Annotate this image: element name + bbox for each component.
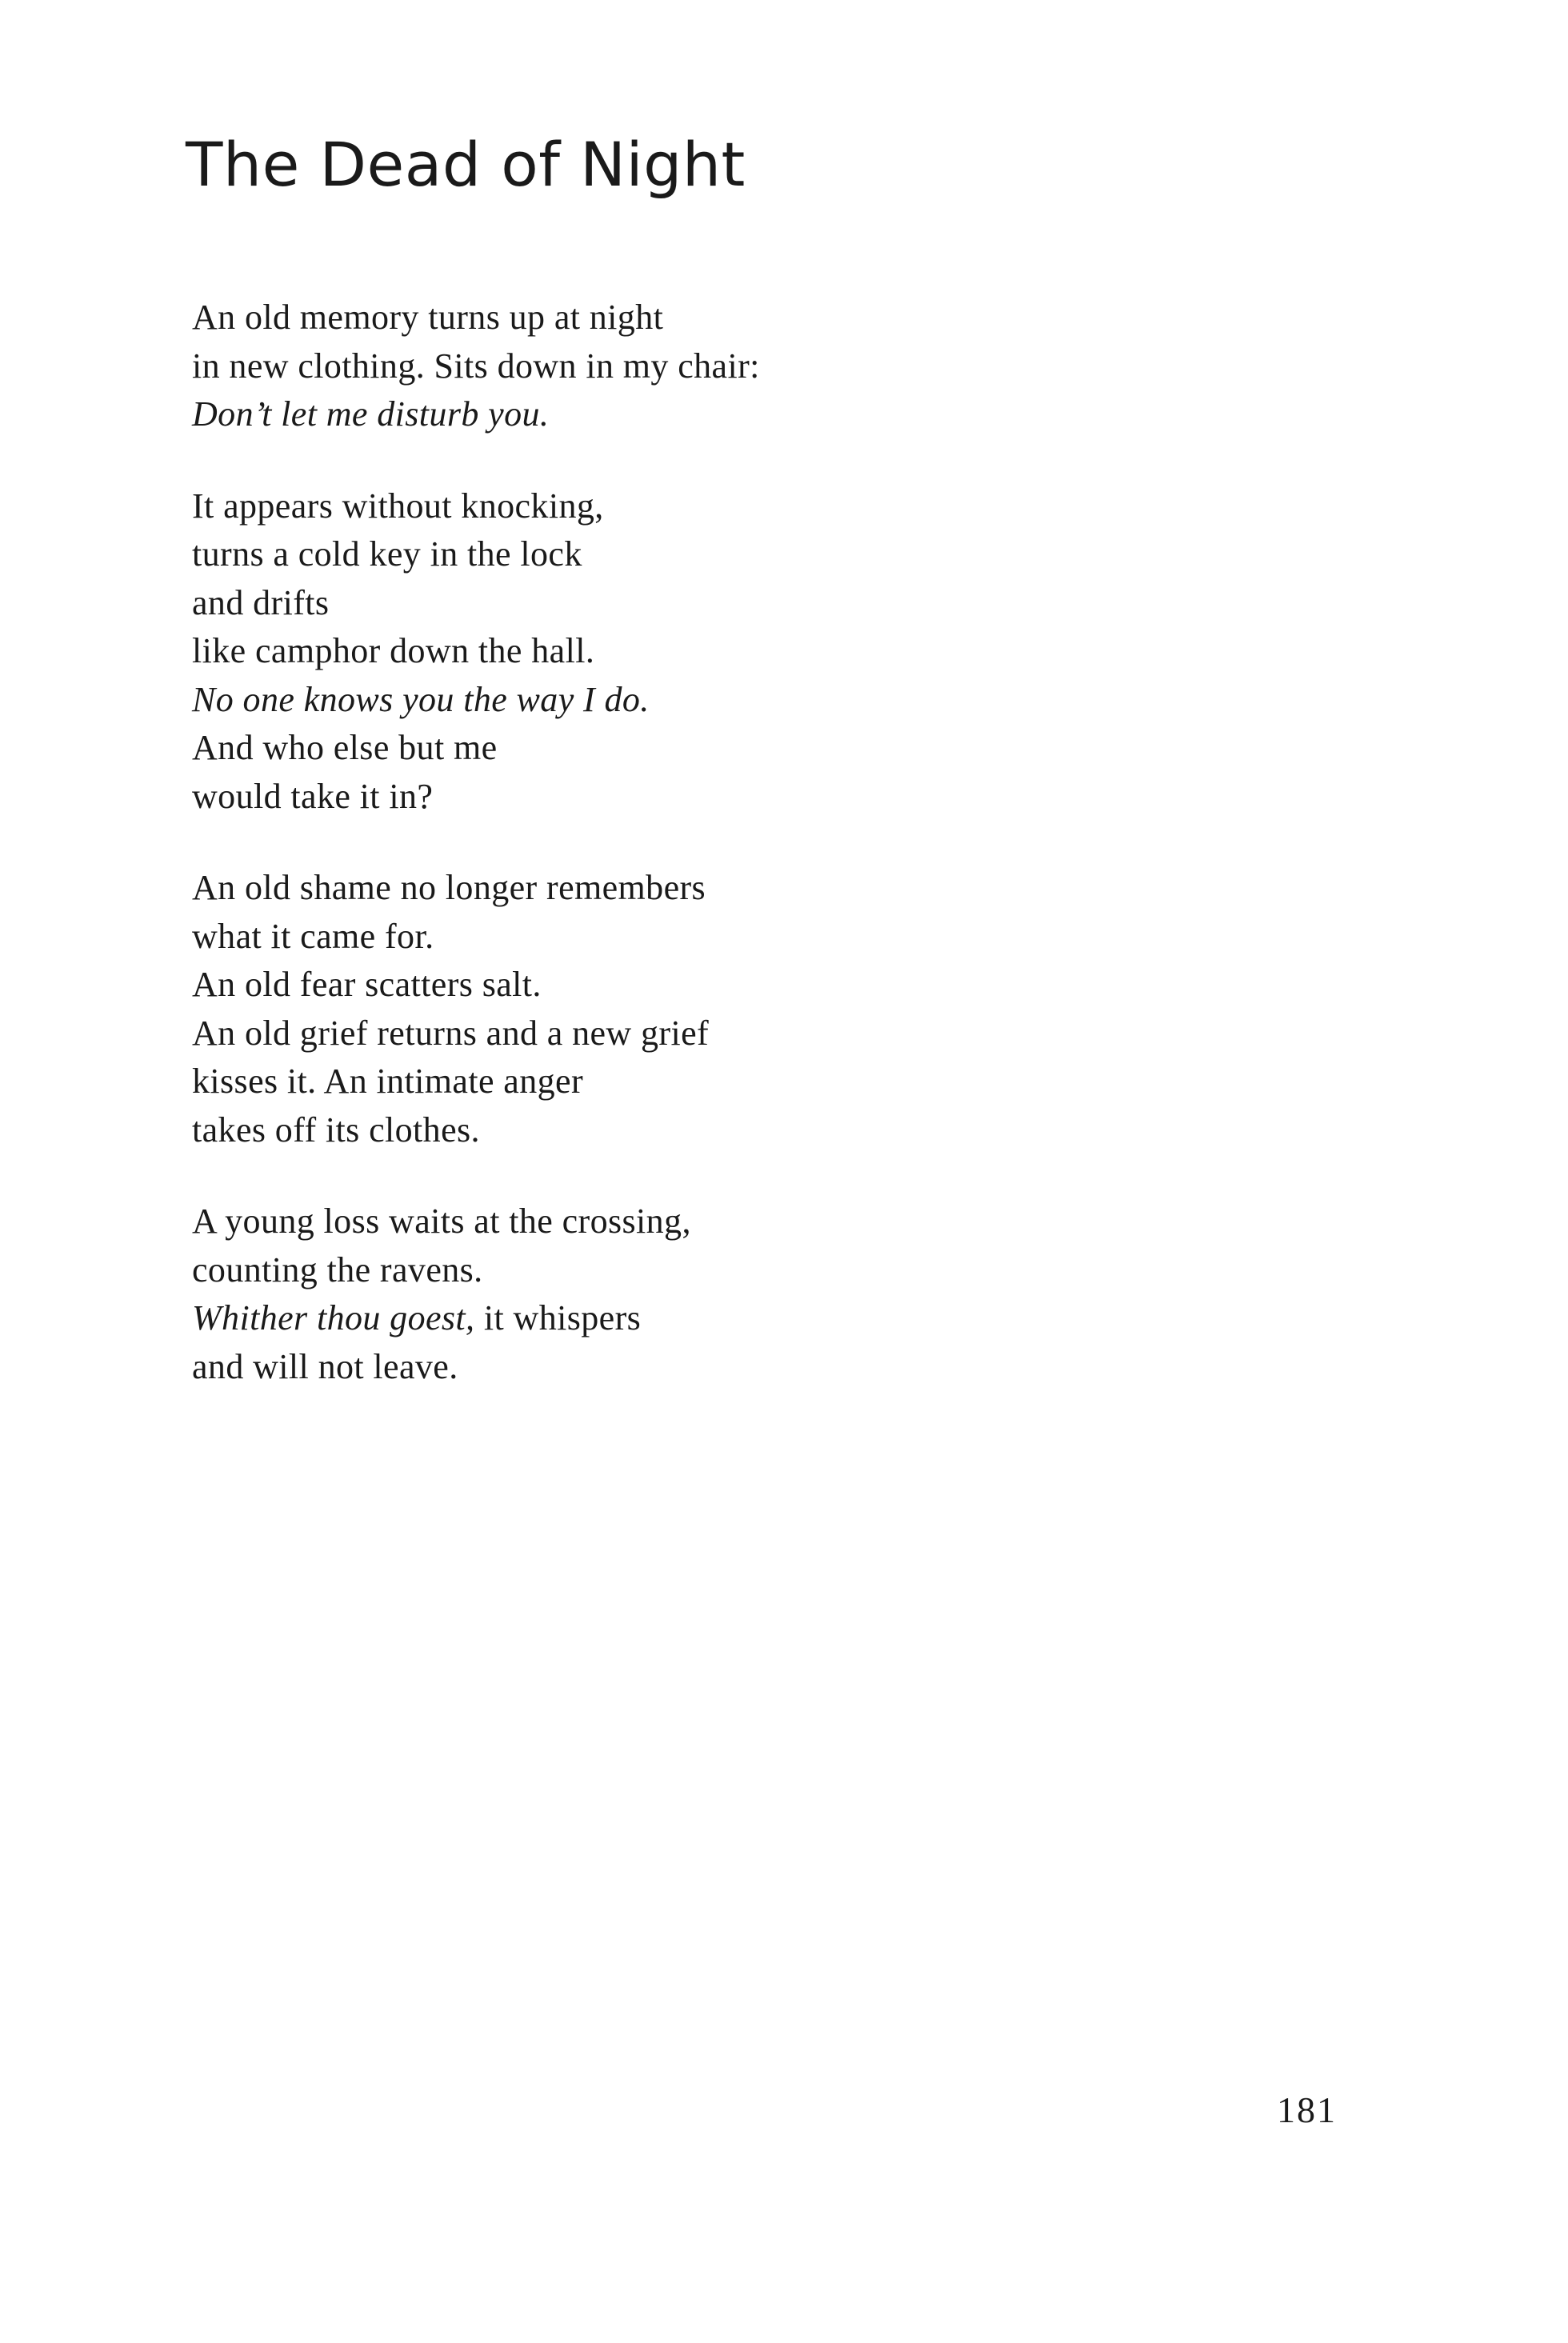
poem-line <box>192 913 992 962</box>
poem-line <box>192 724 992 773</box>
poem-line <box>192 676 992 725</box>
poem-line <box>192 1197 992 1246</box>
line-text: in new clothing. Sits down in my chair: <box>192 346 760 386</box>
poem-line <box>192 390 992 439</box>
poem-line <box>192 864 992 913</box>
poem-line <box>192 627 992 676</box>
poem-line <box>192 1343 992 1392</box>
poem-line <box>192 579 992 628</box>
italic-text: Whither thou goest, <box>192 1298 475 1337</box>
line-text: what it came for. <box>192 916 434 956</box>
line-text: and will not leave. <box>192 1346 458 1386</box>
poem-line <box>192 961 992 1010</box>
stanza <box>192 1197 992 1391</box>
poem-title: The Dead of Night <box>186 129 746 200</box>
italic-text: Don’t let me disturb you. <box>192 394 550 434</box>
poem-line <box>192 1010 992 1058</box>
line-text: takes off its clothes. <box>192 1110 480 1150</box>
line-text: An old fear scatters salt. <box>192 965 542 1004</box>
poem-line <box>192 1246 992 1295</box>
stanza <box>192 294 992 439</box>
line-text: turns a cold key in the lock <box>192 534 582 574</box>
line-text: like camphor down the hall. <box>192 631 595 670</box>
line-text: An old shame no longer remembers <box>192 868 706 907</box>
line-text: A young loss waits at the crossing, <box>192 1201 691 1241</box>
poem-line <box>192 1106 992 1155</box>
poem-line <box>192 342 992 391</box>
line-text: counting the ravens. <box>192 1249 483 1289</box>
poem-line <box>192 1294 992 1343</box>
poem-line <box>192 773 992 822</box>
line-text: An old grief returns and a new grief <box>192 1013 710 1053</box>
line-text: it whispers <box>474 1298 642 1337</box>
poem-body <box>192 294 992 1434</box>
line-text: and drifts <box>192 582 330 622</box>
poem-line <box>192 530 992 579</box>
line-text: And who else but me <box>192 728 498 767</box>
poem-line <box>192 1058 992 1106</box>
line-text: would take it in? <box>192 776 434 816</box>
page-number: 181 <box>1277 2089 1337 2130</box>
poem-line <box>192 294 992 342</box>
italic-text: No one knows you the way I do. <box>192 679 650 719</box>
poem-line <box>192 482 992 531</box>
stanza <box>192 482 992 822</box>
line-text: It appears without knocking, <box>192 486 604 526</box>
line-text: An old memory turns up at night <box>192 298 664 337</box>
line-text: kisses it. An intimate anger <box>192 1062 584 1101</box>
stanza <box>192 864 992 1154</box>
